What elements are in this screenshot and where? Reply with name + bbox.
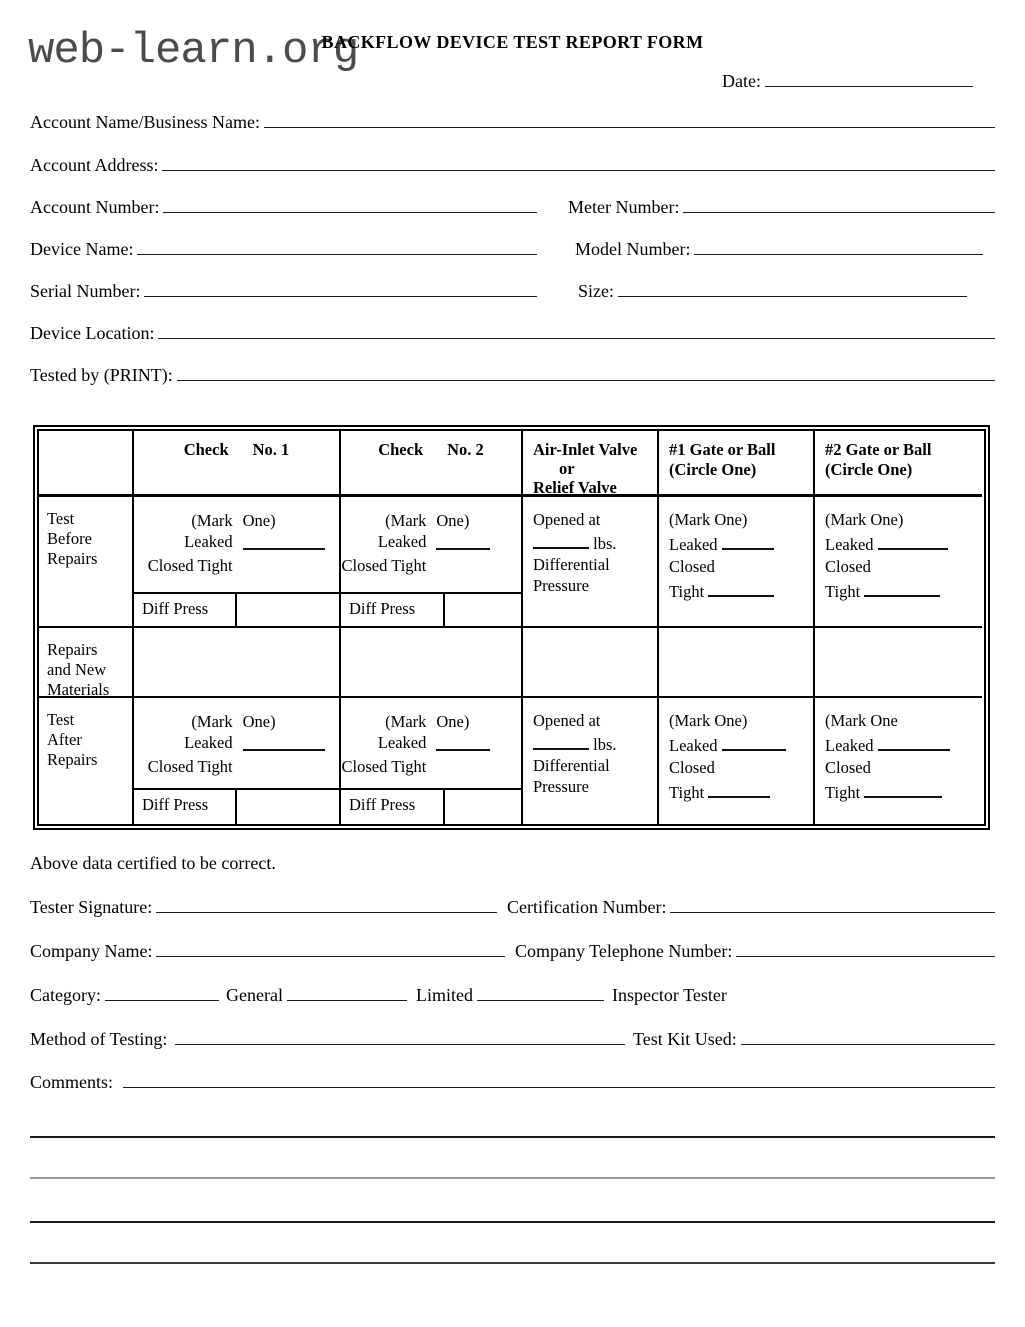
serial-number-input-line[interactable] bbox=[144, 296, 537, 297]
before-air-lbs-line[interactable] bbox=[533, 530, 589, 549]
after-check2-closed-line[interactable] bbox=[436, 777, 486, 790]
serial-number-label: Serial Number: bbox=[30, 281, 141, 301]
account-name-label: Account Name/Business Name: bbox=[30, 112, 260, 132]
device-location-input-line[interactable] bbox=[158, 338, 995, 339]
after-gate2-tight-line[interactable] bbox=[864, 779, 942, 798]
date-input-line[interactable] bbox=[765, 86, 973, 87]
device-name-group bbox=[30, 239, 537, 260]
test-results-grid bbox=[37, 429, 986, 826]
comments-line-2[interactable] bbox=[30, 1136, 995, 1138]
serial-number-group bbox=[30, 281, 537, 302]
test-kit-label: Test Kit Used: bbox=[633, 1029, 737, 1049]
tested-by-input-line[interactable] bbox=[177, 380, 995, 381]
limited-input-line[interactable] bbox=[477, 1000, 604, 1001]
category-input-line[interactable] bbox=[105, 1000, 219, 1001]
after-gate1-tight-line[interactable] bbox=[708, 779, 770, 798]
meter-number-label: Meter Number: bbox=[568, 197, 680, 217]
device-location-label: Device Location: bbox=[30, 323, 155, 343]
tester-signature-row bbox=[30, 897, 995, 918]
table-header-check1 bbox=[134, 431, 341, 497]
account-address-label: Account Address: bbox=[30, 155, 159, 175]
after-check2-cell: (Mark One) Leaked Closed Tight bbox=[341, 698, 523, 790]
after-check1-diffpress-box[interactable] bbox=[237, 790, 340, 824]
before-check1-cell: (Mark One) Leaked Closed Tight bbox=[134, 497, 341, 594]
tester-signature-label: Tester Signature: bbox=[30, 897, 153, 917]
before-check1-diffpress-box[interactable] bbox=[237, 594, 340, 626]
category-inspector-tester-label: Inspector Tester bbox=[611, 985, 727, 1005]
before-check2-leaked-line[interactable] bbox=[436, 531, 490, 550]
company-row bbox=[30, 941, 995, 962]
web-learn-logo: web-learn.org bbox=[28, 26, 359, 76]
repairs-gate1-box[interactable] bbox=[659, 628, 815, 698]
table-header-blank bbox=[39, 431, 134, 497]
model-number-label: Model Number: bbox=[575, 239, 691, 259]
after-check2-diffpress-box[interactable] bbox=[445, 790, 521, 824]
test-results-table bbox=[33, 425, 990, 830]
test-kit-input-line[interactable] bbox=[741, 1044, 995, 1045]
after-gate1-cell: (Mark One) Leaked Closed Tight bbox=[659, 698, 815, 824]
air-header-line1: Air-Inlet Valve bbox=[533, 440, 638, 459]
before-check2-cell: (Mark One) Leaked Closed Tight bbox=[341, 497, 523, 594]
company-name-label: Company Name: bbox=[30, 941, 153, 961]
model-number-group bbox=[575, 239, 983, 260]
after-check2-leaked-line[interactable] bbox=[436, 732, 490, 751]
check2-word: Check bbox=[378, 440, 424, 459]
device-name-input-line[interactable] bbox=[137, 254, 537, 255]
serial-size-row bbox=[30, 281, 995, 302]
table-header-gate1 bbox=[659, 431, 815, 497]
certification-number-label: Certification Number: bbox=[507, 897, 667, 917]
account-number-input-line[interactable] bbox=[163, 212, 537, 213]
before-gate1-leaked-line[interactable] bbox=[722, 531, 774, 550]
before-check1-leaked-line[interactable] bbox=[243, 531, 325, 550]
date-row bbox=[722, 71, 973, 92]
repairs-check2-box[interactable] bbox=[341, 628, 523, 698]
general-input-line[interactable] bbox=[287, 1000, 407, 1001]
before-gate2-leaked-line[interactable] bbox=[878, 531, 948, 550]
after-check1-diffpress: Diff Press bbox=[134, 790, 341, 824]
before-check2-closed-line[interactable] bbox=[436, 576, 486, 594]
account-meter-row bbox=[30, 197, 995, 218]
after-check1-cell: (Mark One) Leaked Closed Tight bbox=[134, 698, 341, 790]
method-row bbox=[30, 1029, 995, 1050]
device-location-row bbox=[30, 323, 995, 344]
row-label-repairs-materials: Repairs and New Materials bbox=[39, 628, 134, 698]
comments-row bbox=[30, 1072, 995, 1093]
method-label: Method of Testing: bbox=[30, 1029, 168, 1049]
before-check1-closed-line[interactable] bbox=[243, 576, 317, 594]
size-group bbox=[578, 281, 967, 302]
comments-line-5[interactable] bbox=[30, 1262, 995, 1264]
repairs-check1-box[interactable] bbox=[134, 628, 341, 698]
row-label-test-after-repairs: Test After Repairs bbox=[39, 698, 134, 824]
after-air-lbs-line[interactable] bbox=[533, 731, 589, 750]
before-gate1-cell: (Mark One) Leaked Closed Tight bbox=[659, 497, 815, 628]
meter-number-group bbox=[568, 197, 995, 218]
model-number-input-line[interactable] bbox=[694, 254, 983, 255]
gate2-header-line2: (Circle One) bbox=[825, 460, 913, 479]
category-label: Category: bbox=[30, 985, 101, 1005]
account-name-row bbox=[30, 112, 995, 133]
certification-number-group bbox=[507, 897, 995, 918]
before-gate1-tight-line[interactable] bbox=[708, 578, 774, 597]
before-check2-diffpress-box[interactable] bbox=[445, 594, 521, 626]
after-gate2-cell: (Mark One Leaked Closed Tight bbox=[815, 698, 982, 824]
gate1-header-line2: (Circle One) bbox=[669, 460, 757, 479]
row-label-test-before-repairs: Test Before Repairs bbox=[39, 497, 134, 628]
company-phone-input-line[interactable] bbox=[736, 956, 995, 957]
category-limited-label: Limited bbox=[415, 985, 473, 1005]
table-header-gate2 bbox=[815, 431, 982, 497]
after-gate1-leaked-line[interactable] bbox=[722, 732, 786, 751]
certify-statement: Above data certified to be correct. bbox=[30, 853, 276, 873]
check2-num: No. 2 bbox=[447, 440, 484, 459]
date-label: Date: bbox=[722, 71, 761, 91]
after-check1-closed-line[interactable] bbox=[243, 777, 317, 790]
gate2-header-line1: #2 Gate or Ball bbox=[825, 440, 932, 459]
comments-line-3[interactable] bbox=[30, 1177, 995, 1179]
comments-label: Comments: bbox=[30, 1072, 114, 1092]
account-name-input-line[interactable] bbox=[264, 127, 995, 128]
table-header-air-inlet bbox=[523, 431, 659, 497]
gate1-header-line1: #1 Gate or Ball bbox=[669, 440, 776, 459]
after-check1-leaked-line[interactable] bbox=[243, 732, 325, 751]
method-group bbox=[30, 1029, 625, 1050]
air-header-line2: or bbox=[559, 459, 575, 478]
air-header-line3: Relief Valve bbox=[533, 478, 617, 497]
company-phone-label: Company Telephone Number: bbox=[515, 941, 733, 961]
account-address-row bbox=[30, 155, 995, 176]
certify-row bbox=[30, 853, 995, 874]
size-input-line[interactable] bbox=[618, 296, 967, 297]
after-check2-diffpress: Diff Press bbox=[341, 790, 523, 824]
comments-line-4[interactable] bbox=[30, 1221, 995, 1223]
before-gate2-cell: (Mark One) Leaked Closed Tight bbox=[815, 497, 982, 628]
before-gate2-tight-line[interactable] bbox=[864, 578, 940, 597]
before-check2-diffpress: Diff Press bbox=[341, 594, 523, 628]
device-model-row bbox=[30, 239, 995, 260]
form-title: BACKFLOW DEVICE TEST REPORT FORM bbox=[321, 32, 704, 52]
category-general-label: General bbox=[225, 985, 283, 1005]
after-gate2-leaked-line[interactable] bbox=[878, 732, 950, 751]
company-name-group bbox=[30, 941, 505, 962]
tester-signature-input-line[interactable] bbox=[156, 912, 497, 913]
table-header-check2 bbox=[341, 431, 523, 497]
check1-word: Check bbox=[183, 440, 229, 459]
after-air-inlet-cell: Opened at lbs. Differential Pressure bbox=[523, 698, 659, 824]
tested-by-label: Tested by (PRINT): bbox=[30, 365, 173, 385]
method-input-line[interactable] bbox=[175, 1044, 625, 1045]
account-address-input-line[interactable] bbox=[162, 170, 995, 171]
tested-by-row bbox=[30, 365, 995, 386]
test-kit-group bbox=[633, 1029, 995, 1050]
tester-signature-group bbox=[30, 897, 497, 918]
certification-number-input-line[interactable] bbox=[670, 912, 995, 913]
size-label: Size: bbox=[578, 281, 614, 301]
company-phone-group bbox=[515, 941, 995, 962]
comments-input-line[interactable] bbox=[123, 1087, 995, 1088]
company-name-input-line[interactable] bbox=[156, 956, 505, 957]
account-number-label: Account Number: bbox=[30, 197, 160, 217]
check1-num: No. 1 bbox=[252, 440, 290, 459]
category-row bbox=[30, 985, 995, 1006]
meter-number-input-line[interactable] bbox=[683, 212, 995, 213]
repairs-air-box[interactable] bbox=[523, 628, 659, 698]
repairs-gate2-box[interactable] bbox=[815, 628, 982, 698]
before-air-inlet-cell: Opened at lbs. Differential Pressure bbox=[523, 497, 659, 628]
before-check1-diffpress: Diff Press bbox=[134, 594, 341, 628]
device-name-label: Device Name: bbox=[30, 239, 134, 259]
account-number-group bbox=[30, 197, 537, 218]
